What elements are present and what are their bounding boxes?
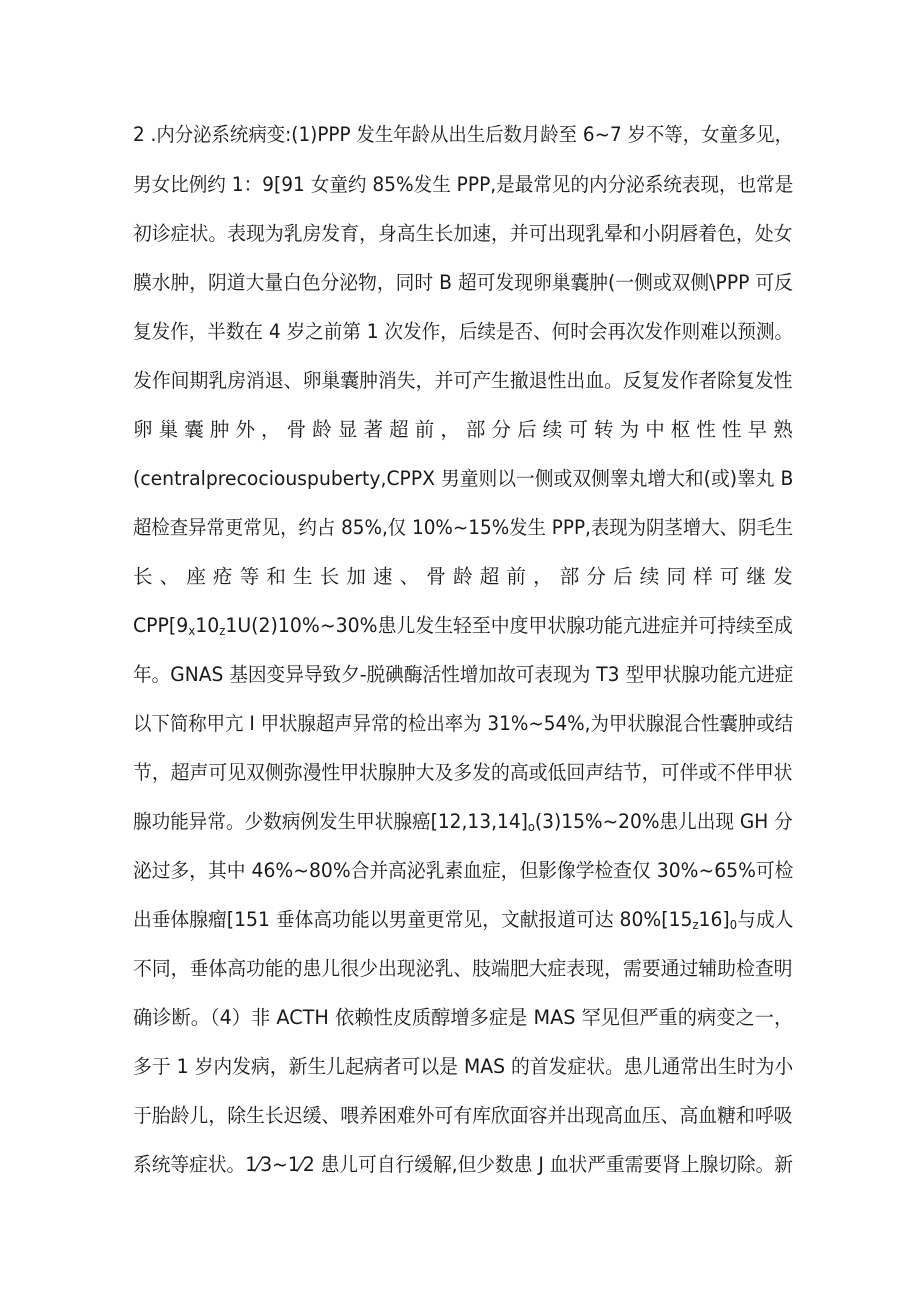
char: 可: [719, 565, 740, 588]
char: 后: [517, 418, 537, 441]
char: 骨: [426, 565, 446, 588]
char: 骨: [286, 418, 307, 441]
char: 超: [479, 565, 500, 588]
text-line: 确诊断。（4）非 ACTH 依赖性皮质醇增多症是 MAS 罕见但严重的病变之一，: [133, 1006, 794, 1029]
text-run: 1U(2)10%~30%患儿发生轻至中度甲状腺功能亢进症并可持续至成: [225, 614, 793, 637]
text-line: 2 .内分泌系统病变:(1)PPP 发生年龄从出生后数月龄至 6~7 岁不等，女童多见，: [133, 123, 794, 146]
text-line: [133, 807, 793, 837]
text-line: 年。GNAS 基因变异导致夕-脱碘酶活性增加故可表现为 T3 型甲状腺功能亢进症: [133, 663, 794, 686]
text-line: 初诊症状。表现为乳房发育，身高生长加速，并可出现乳晕和小阴唇着色，处女: [133, 222, 793, 245]
char: 后: [613, 565, 633, 588]
text-run: 10: [195, 614, 220, 637]
text-run: 腺功能异常。少数病例发生甲状腺癌[12,13,14]: [133, 810, 528, 833]
char: ，: [533, 565, 553, 588]
char: 长: [133, 565, 153, 588]
char: 为: [619, 418, 640, 441]
char: 、: [399, 565, 420, 588]
text-line: 于胎龄儿，除生长迟缓、喂养困难外可有库欣面容并出现高血压、高血糖和呼吸: [133, 1104, 793, 1127]
text-line: 不同，垂体高功能的患儿很少出现泌乳、肢端肥大症表现，需要通过辅助检查明: [133, 957, 793, 980]
text-line: 超检查异常更常见，约占 85%,仅 10%~15%发生 PPP,表现为阴茎增大、阴毛生: [133, 516, 794, 539]
text-line: 系统等症状。1⁄3~1⁄2 患儿可自行缓解,但少数患 J 血状严重需要肾上腺切除。新: [133, 1153, 794, 1176]
subscript: z: [692, 918, 699, 932]
char: 外: [235, 418, 255, 441]
char: 可: [568, 418, 588, 441]
char: 著: [363, 418, 383, 441]
text-line: 复发作，半数在 4 岁之前第 1 次发作，后续是否、何时会再次发作则难以预测。: [133, 320, 794, 343]
subscript: 0: [729, 918, 738, 932]
text-run: 与成人: [737, 908, 794, 931]
char: 加: [346, 565, 366, 588]
char: 分: [491, 418, 512, 441]
char: 超: [389, 418, 409, 441]
text-line: 发作间期乳房消退、卵巢囊肿消失，并可产生撤退性出血。反复发作者除复发性: [133, 369, 793, 392]
char: ，: [440, 418, 460, 441]
char: 同: [666, 565, 686, 588]
subscript: o: [527, 820, 535, 834]
text-line: [133, 611, 793, 641]
char: 部: [559, 565, 580, 588]
char: 中: [645, 418, 665, 441]
text-line-spaced: [133, 415, 793, 445]
text-line-spaced: [133, 562, 793, 592]
text-line: (centralprecociouspuberty,CPPX 男童则以一侧或双侧睾丸增大和(或)睾丸 B: [133, 467, 794, 490]
char: 疮: [213, 565, 233, 588]
char: ，: [261, 418, 281, 441]
char: 枢: [670, 418, 691, 441]
char: 座: [186, 565, 206, 588]
text-line: 男女比例约 1：9[91 女童约 85%发生 PPP,是最常见的内分泌系统表现，也常是: [133, 173, 794, 196]
char: 性: [696, 418, 716, 441]
char: 发: [773, 565, 793, 588]
char: 分: [586, 565, 606, 588]
char: 等: [239, 565, 260, 588]
char: 龄: [453, 565, 473, 588]
subscript: z: [219, 624, 226, 638]
char: 样: [693, 565, 713, 588]
text-run: CPP[9: [133, 614, 189, 637]
text-line: [133, 905, 794, 935]
char: 巢: [158, 418, 179, 441]
char: 部: [465, 418, 486, 441]
char: 续: [639, 565, 660, 588]
text-line: 多于 1 岁内发病，新生儿起病者可以是 MAS 的首发症状。患儿通常出生时为小: [133, 1055, 794, 1078]
text-run: 16]: [698, 908, 730, 931]
char: 熟: [773, 418, 793, 441]
text-run: 出垂体腺瘤[151 垂体高功能以男童更常见，文献报道可达 80%[15: [133, 908, 693, 931]
char: 长: [319, 565, 340, 588]
char: 前: [506, 565, 526, 588]
char: 早: [747, 418, 768, 441]
char: 肿: [209, 418, 230, 441]
char: 、: [159, 565, 180, 588]
text-line: 以下简称甲亢 I 甲状腺超声异常的检出率为 31%~54%,为甲状腺混合性囊肿或结: [133, 712, 794, 735]
text-line: 膜水肿，阴道大量白色分泌物，同时 B 超可发现卵巢囊肿(一侧或双侧\PPP 可反: [133, 271, 793, 294]
char: 续: [542, 418, 563, 441]
subscript: x: [188, 624, 196, 638]
char: 和: [266, 565, 286, 588]
char: 囊: [184, 418, 204, 441]
char: 龄: [312, 418, 332, 441]
char: 继: [746, 565, 766, 588]
char: 前: [414, 418, 435, 441]
char: 卵: [133, 418, 153, 441]
char: 速: [373, 565, 393, 588]
text-line: 泌过多，其中 46%~80%合并高泌乳素血症，但影像学检查仅 30%~65%可检: [133, 859, 794, 882]
text-run: (3)15%~20%患儿出现 GH 分: [534, 810, 793, 833]
text-line: 节，超声可见双侧弥漫性甲状腺肿大及多发的高或低回声结节，可伴或不伴甲状: [133, 761, 793, 784]
char: 性: [722, 418, 742, 441]
char: 显: [337, 418, 358, 441]
char: 生: [293, 565, 313, 588]
char: 转: [593, 418, 614, 441]
